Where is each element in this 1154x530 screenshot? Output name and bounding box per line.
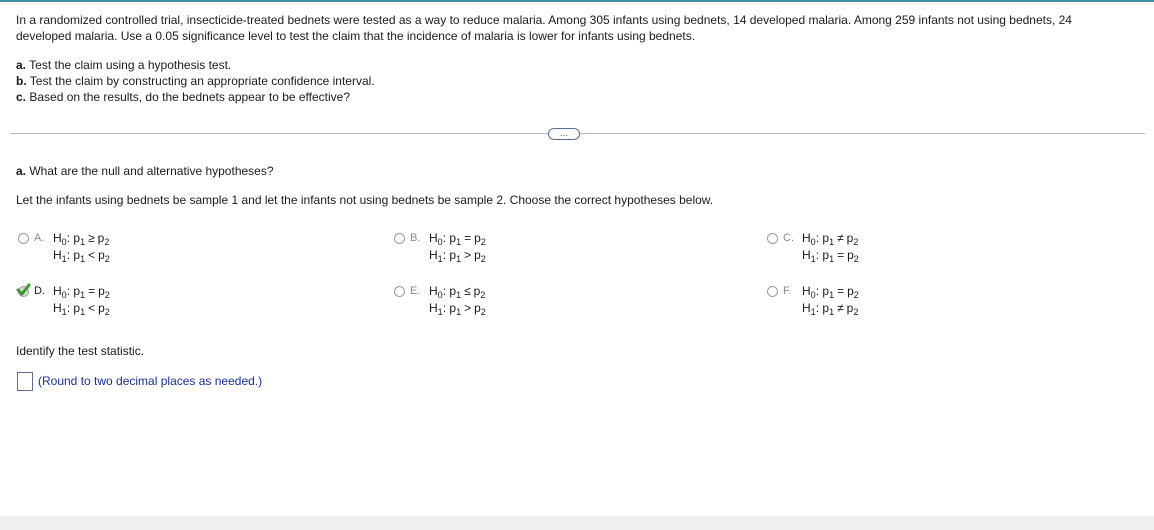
choice-b[interactable]: [394, 230, 486, 264]
instruction-text: Let the infants using bednets be sample 1 and let the infants not using bednets be sample 2. Choose the correct hypotheses below.: [16, 193, 714, 207]
test-statistic-input[interactable]: [17, 372, 33, 391]
radio-button[interactable]: [394, 286, 405, 297]
relation-operator: =: [88, 284, 96, 298]
relation-operator: =: [837, 284, 845, 298]
relation-operator: =: [464, 231, 472, 245]
radio-button[interactable]: [394, 233, 405, 244]
choice-letter: A.: [34, 232, 45, 244]
radio-button[interactable]: [767, 233, 778, 244]
relation-operator: <: [88, 301, 96, 315]
alternative-hypothesis: $H_1$: $p_1 < p_2$: [53, 301, 110, 317]
problem-parts: [16, 57, 375, 105]
checkmark-icon: [16, 283, 31, 296]
hypothesis-pair: [802, 283, 859, 317]
radio-button[interactable]: [18, 286, 29, 297]
part-c: c. Based on the results, do the bednets appear to be effective?: [16, 90, 351, 104]
expand-more-button[interactable]: …: [548, 128, 580, 140]
footer-bar: [0, 516, 1154, 530]
radio-button[interactable]: [18, 233, 29, 244]
relation-operator: >: [464, 248, 472, 262]
relation-operator: >: [464, 301, 472, 315]
relation-operator: ≤: [464, 284, 471, 298]
problem-statement: [16, 12, 1116, 44]
hypothesis-pair: [429, 283, 486, 317]
null-hypothesis: $H_0$: $p_1 \ge p_2$: [53, 231, 110, 247]
relation-operator: <: [88, 248, 96, 262]
choice-letter: D.: [34, 285, 45, 297]
null-hypothesis: $H_0$: $p_1 = p_2$: [53, 284, 110, 300]
hypothesis-pair: [429, 230, 486, 264]
relation-operator: =: [837, 248, 845, 262]
null-hypothesis: $H_0$: $p_1 \ne p_2$: [802, 231, 859, 247]
rounding-hint: (Round to two decimal places as needed.): [38, 374, 263, 388]
choice-letter: C.: [783, 232, 794, 244]
top-accent-rule: [0, 0, 1154, 2]
choice-letter: F.: [783, 285, 792, 297]
alternative-hypothesis: $H_1$: $p_1 \ne p_2$: [802, 301, 859, 317]
hypothesis-pair: [802, 230, 859, 264]
identify-label: Identify the test statistic.: [16, 344, 145, 358]
relation-operator: ≥: [88, 231, 95, 245]
null-hypothesis: $H_0$: $p_1 \le p_2$: [429, 284, 486, 300]
alternative-hypothesis: $H_1$: $p_1 > p_2$: [429, 248, 486, 264]
alternative-hypothesis: $H_1$: $p_1 > p_2$: [429, 301, 486, 317]
choice-a[interactable]: [18, 230, 110, 264]
choice-f[interactable]: [767, 283, 859, 317]
null-hypothesis: $H_0$: $p_1 = p_2$: [802, 284, 859, 300]
alternative-hypothesis: $H_1$: $p_1 < p_2$: [53, 248, 110, 264]
problem-text: In a randomized controlled trial, insecticide-treated bednets were tested as a way to reduce malaria. Among 305 infants using bednets, 14 developed malaria. Among 259 infants not using bednets, 24 developed malaria. Use a 0.05 significance level to test the claim that the incidence of malaria is lower for infants using bednets.: [16, 13, 1072, 43]
relation-operator: ≠: [837, 301, 844, 315]
choice-letter: E.: [410, 285, 421, 297]
null-hypothesis: $H_0$: $p_1 = p_2$: [429, 231, 486, 247]
choice-c[interactable]: [767, 230, 859, 264]
choice-d[interactable]: [18, 283, 110, 317]
part-a: a. Test the claim using a hypothesis test.: [16, 58, 232, 72]
part-b: b. Test the claim by constructing an appropriate confidence interval.: [16, 74, 375, 88]
choice-e[interactable]: [394, 283, 486, 317]
choice-letter: B.: [410, 232, 421, 244]
hypothesis-pair: [53, 230, 110, 264]
relation-operator: ≠: [837, 231, 844, 245]
alternative-hypothesis: $H_1$: $p_1 = p_2$: [802, 248, 859, 264]
question-a: a. What are the null and alternative hypotheses?: [16, 164, 274, 178]
radio-button[interactable]: [767, 286, 778, 297]
hypothesis-pair: [53, 283, 110, 317]
